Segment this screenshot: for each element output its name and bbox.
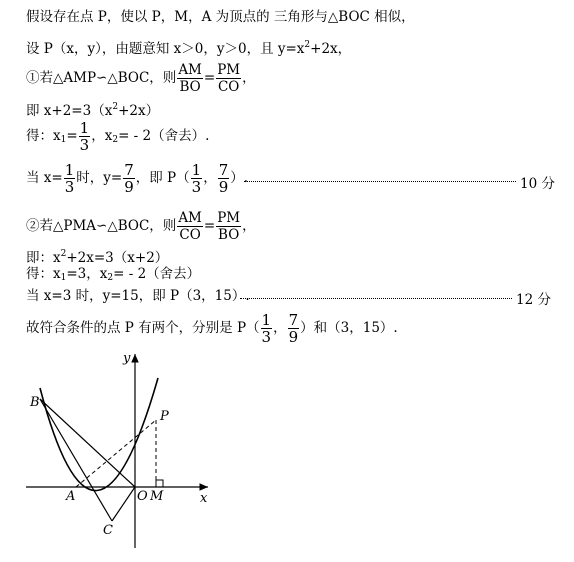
result-text: 得：x [26, 128, 61, 144]
comma: ， [273, 320, 287, 336]
numerator: PM [217, 210, 241, 226]
subscript: 2 [107, 273, 114, 283]
exponent: 2 [112, 102, 119, 112]
segment-bo [40, 399, 135, 487]
numerator: AM [178, 62, 202, 78]
equation-text-end: +2x=3（x+2） [66, 250, 169, 266]
numerator: 7 [124, 161, 134, 179]
result-text-end: = - 2（舍去） [113, 266, 201, 282]
label-x: x [200, 491, 208, 506]
case-text: ，即 P（ [135, 170, 190, 186]
subscript: 2 [112, 135, 119, 145]
numerator: 1 [191, 161, 202, 179]
denominator: 3 [191, 178, 202, 196]
hypothesis-text: 假设存在点 P，使以 P，M，A 为顶点的 三角形与△BOC 相似， [26, 9, 415, 25]
result-text-end: = - 2（舍去）. [118, 128, 210, 144]
case2-text: ②若△PMA∽△BOC，则 [26, 218, 177, 234]
segment-oc [112, 487, 135, 521]
case-text: 当 x= [26, 170, 63, 186]
result-text: 得：x [26, 266, 61, 282]
numerator: 7 [288, 311, 299, 329]
denominator: 3 [64, 178, 75, 196]
case-text: 当 x=3 时，y=15，即 P（3，15）. [26, 288, 250, 304]
punctuation: ， [242, 218, 256, 234]
comma: ， [203, 170, 217, 186]
numerator: 1 [64, 161, 75, 179]
equals-sign: = [203, 70, 216, 86]
numerator: PM [217, 62, 241, 78]
equation-text: 即 x+2=3（x [26, 103, 113, 119]
denominator: CO [179, 227, 201, 243]
score-10: 10 分 [520, 176, 555, 192]
numerator: 7 [218, 161, 229, 179]
label-b: B [30, 395, 40, 410]
denominator: 3 [79, 136, 90, 154]
label-p: P [160, 409, 169, 424]
label-a: A [66, 489, 76, 504]
subscript: 1 [60, 135, 67, 145]
numerator: AM [178, 210, 202, 226]
label-y: y [123, 351, 131, 366]
denominator: BO [179, 79, 201, 95]
equals-sign: = [66, 128, 78, 144]
label-o: O [137, 489, 148, 504]
punctuation: ， [242, 70, 256, 86]
exponent: 2 [304, 40, 311, 50]
equation-text: 即：x [26, 250, 61, 266]
case1-text: ①若△AMP∽△BOC，则 [26, 70, 177, 86]
denominator: 9 [124, 178, 134, 196]
case-text: 时，y= [76, 170, 123, 186]
label-m: M [150, 489, 164, 504]
subscript: 1 [60, 273, 67, 283]
denominator: 3 [261, 328, 272, 346]
case-text-end: ）. [230, 170, 249, 186]
conclusion-text-end: ）和（3，15）. [300, 320, 398, 336]
denominator: 9 [288, 328, 299, 346]
result-text: ，x [91, 128, 113, 144]
numerator: 1 [79, 119, 90, 137]
score-12: 12 分 [516, 292, 551, 308]
equation-text-end: +2x） [118, 103, 160, 119]
result-text: =3，x [66, 266, 108, 282]
denominator: BO [218, 227, 240, 243]
setup-text: 设 P（x，y），由题意知 x＞0，y＞0，且 y=x [26, 41, 305, 57]
right-angle-mark [156, 480, 163, 487]
equals-sign: = [203, 218, 216, 234]
conclusion-text: 故符合条件的点 P 有两个，分别是 P（ [26, 320, 260, 336]
setup-text-end: +2x， [310, 41, 352, 57]
label-c: C [103, 523, 113, 538]
parabola-curve [40, 378, 158, 491]
exponent: 2 [60, 249, 67, 259]
segment-bc [40, 399, 112, 521]
denominator: 9 [218, 178, 229, 196]
numerator: 1 [261, 311, 272, 329]
denominator: CO [217, 79, 240, 95]
